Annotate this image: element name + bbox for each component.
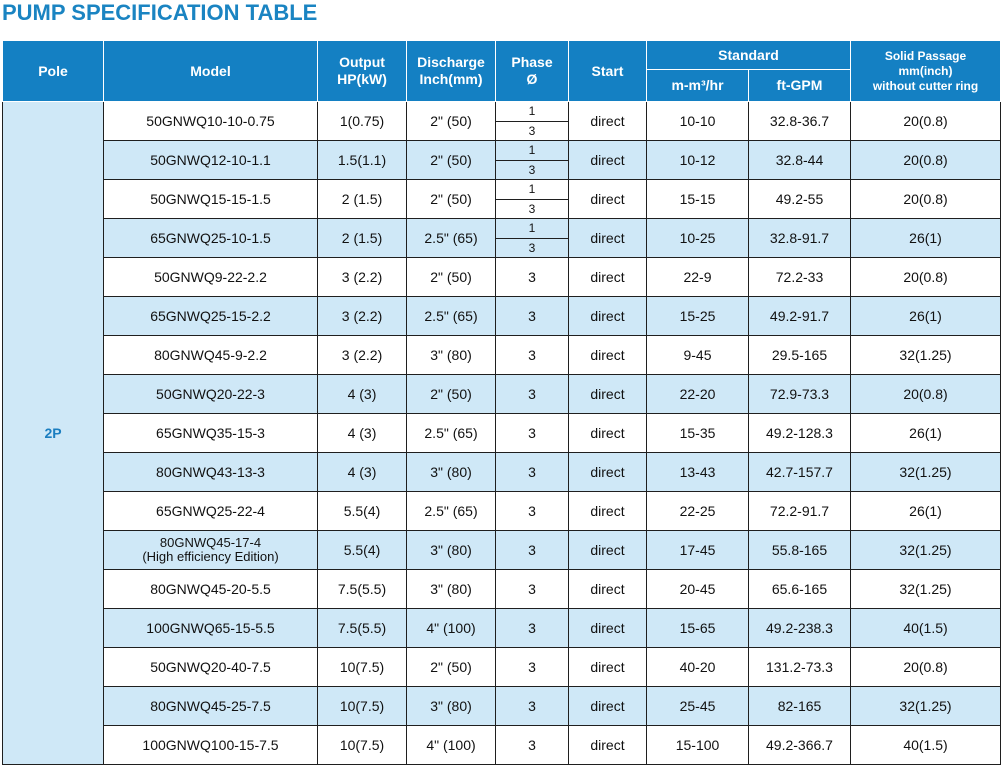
model-cell: 80GNWQ45-20-5.5 <box>104 570 318 609</box>
start-cell: direct <box>569 492 647 531</box>
header-phase-line1: Phase <box>511 54 553 70</box>
phase-cell <box>496 219 569 258</box>
header-solid-line1: Solid Passage <box>884 48 967 63</box>
discharge-cell: 3" (80) <box>407 336 496 375</box>
discharge-cell: 2.5" (65) <box>407 414 496 453</box>
model-cell: 100GNWQ65-15-5.5 <box>104 609 318 648</box>
start-cell: direct <box>569 336 647 375</box>
header-output <box>318 41 407 102</box>
solid-passage-cell: 32(1.25) <box>851 531 1001 570</box>
header-phase-line2: Ø <box>526 71 538 87</box>
flow-m-cell: 10-25 <box>647 219 749 258</box>
output-cell: 2 (1.5) <box>318 219 407 258</box>
output-cell: 5.5(4) <box>318 492 407 531</box>
phase-cell: 3 <box>496 414 569 453</box>
solid-passage-cell: 32(1.25) <box>851 570 1001 609</box>
output-cell: 3 (2.2) <box>318 336 407 375</box>
start-cell: direct <box>569 258 647 297</box>
output-cell: 4 (3) <box>318 414 407 453</box>
page-title: PUMP SPECIFICATION TABLE <box>2 0 318 25</box>
flow-m-cell: 20-45 <box>647 570 749 609</box>
output-cell: 4 (3) <box>318 453 407 492</box>
solid-passage-cell: 26(1) <box>851 414 1001 453</box>
table-row <box>3 531 1001 570</box>
phase-value: 1 <box>496 180 568 200</box>
start-cell: direct <box>569 609 647 648</box>
solid-passage-cell: 32(1.25) <box>851 336 1001 375</box>
model-cell: 80GNWQ45-9-2.2 <box>104 336 318 375</box>
model-name: 80GNWQ45-17-4 <box>159 535 262 550</box>
output-cell: 3 (2.2) <box>318 258 407 297</box>
phase-cell <box>496 141 569 180</box>
header-model: Model <box>104 41 318 102</box>
table-row <box>3 414 1001 453</box>
solid-passage-cell: 32(1.25) <box>851 453 1001 492</box>
phase-cell: 3 <box>496 648 569 687</box>
table-row <box>3 219 1001 258</box>
model-note: (High efficiency Edition) <box>142 549 279 564</box>
flow-ft-cell: 49.2-366.7 <box>749 726 851 765</box>
flow-ft-cell: 32.8-36.7 <box>749 102 851 141</box>
start-cell: direct <box>569 570 647 609</box>
flow-ft-cell: 49.2-128.3 <box>749 414 851 453</box>
header-m-m3-hr: m-m³/hr <box>647 70 749 102</box>
flow-ft-cell: 72.2-91.7 <box>749 492 851 531</box>
discharge-cell: 4" (100) <box>407 726 496 765</box>
phase-cell: 3 <box>496 336 569 375</box>
phase-cell: 3 <box>496 531 569 570</box>
flow-ft-cell: 82-165 <box>749 687 851 726</box>
output-cell: 10(7.5) <box>318 687 407 726</box>
solid-passage-cell: 20(0.8) <box>851 648 1001 687</box>
pump-spec-table <box>2 40 1001 765</box>
model-cell: 65GNWQ35-15-3 <box>104 414 318 453</box>
solid-passage-cell: 26(1) <box>851 297 1001 336</box>
table-row <box>3 453 1001 492</box>
discharge-cell: 3" (80) <box>407 453 496 492</box>
flow-m-cell: 22-20 <box>647 375 749 414</box>
phase-value: 3 <box>528 240 536 255</box>
model-cell: 50GNWQ20-22-3 <box>104 375 318 414</box>
discharge-cell: 2" (50) <box>407 258 496 297</box>
start-cell: direct <box>569 531 647 570</box>
output-cell: 1.5(1.1) <box>318 141 407 180</box>
discharge-cell: 3" (80) <box>407 687 496 726</box>
phase-cell: 3 <box>496 609 569 648</box>
phase-cell: 3 <box>496 453 569 492</box>
phase-value: 1 <box>496 102 568 122</box>
table-row <box>3 687 1001 726</box>
table-row <box>3 141 1001 180</box>
phase-cell: 3 <box>496 687 569 726</box>
header-standard: Standard <box>647 41 851 70</box>
table-row <box>3 180 1001 219</box>
model-cell: 50GNWQ20-40-7.5 <box>104 648 318 687</box>
model-cell: 50GNWQ9-22-2.2 <box>104 258 318 297</box>
flow-m-cell: 15-35 <box>647 414 749 453</box>
flow-ft-cell: 72.2-33 <box>749 258 851 297</box>
header-phase <box>496 41 569 102</box>
table-row <box>3 570 1001 609</box>
model-cell: 65GNWQ25-22-4 <box>104 492 318 531</box>
flow-m-cell: 15-100 <box>647 726 749 765</box>
phase-value: 1 <box>496 141 568 161</box>
flow-ft-cell: 65.6-165 <box>749 570 851 609</box>
phase-cell: 3 <box>496 375 569 414</box>
model-cell: 80GNWQ43-13-3 <box>104 453 318 492</box>
flow-ft-cell: 49.2-91.7 <box>749 297 851 336</box>
table-row <box>3 648 1001 687</box>
flow-m-cell: 25-45 <box>647 687 749 726</box>
model-cell: 100GNWQ100-15-7.5 <box>104 726 318 765</box>
solid-passage-cell: 40(1.5) <box>851 609 1001 648</box>
flow-ft-cell: 29.5-165 <box>749 336 851 375</box>
discharge-cell: 2" (50) <box>407 180 496 219</box>
discharge-cell: 2" (50) <box>407 375 496 414</box>
model-cell: 50GNWQ10-10-0.75 <box>104 102 318 141</box>
flow-ft-cell: 32.8-44 <box>749 141 851 180</box>
solid-passage-cell: 26(1) <box>851 492 1001 531</box>
spec-table-body <box>3 102 1001 765</box>
start-cell: direct <box>569 297 647 336</box>
flow-ft-cell: 72.9-73.3 <box>749 375 851 414</box>
table-row <box>3 609 1001 648</box>
start-cell: direct <box>569 414 647 453</box>
flow-m-cell: 10-10 <box>647 102 749 141</box>
flow-m-cell: 40-20 <box>647 648 749 687</box>
start-cell: direct <box>569 219 647 258</box>
flow-m-cell: 15-25 <box>647 297 749 336</box>
start-cell: direct <box>569 180 647 219</box>
solid-passage-cell: 32(1.25) <box>851 687 1001 726</box>
discharge-cell: 2.5" (65) <box>407 219 496 258</box>
header-ft-gpm: ft-GPM <box>749 70 851 102</box>
discharge-cell: 2" (50) <box>407 102 496 141</box>
pole-cell: 2P <box>3 102 104 765</box>
flow-ft-cell: 49.2-55 <box>749 180 851 219</box>
table-row <box>3 375 1001 414</box>
output-cell: 10(7.5) <box>318 648 407 687</box>
phase-cell <box>496 102 569 141</box>
flow-ft-cell: 131.2-73.3 <box>749 648 851 687</box>
header-discharge <box>407 41 496 102</box>
phase-value: 1 <box>496 219 568 239</box>
header-discharge-line1: Discharge <box>417 54 485 70</box>
flow-m-cell: 17-45 <box>647 531 749 570</box>
output-cell: 7.5(5.5) <box>318 609 407 648</box>
discharge-cell: 2.5" (65) <box>407 297 496 336</box>
start-cell: direct <box>569 648 647 687</box>
solid-passage-cell: 20(0.8) <box>851 375 1001 414</box>
table-row <box>3 258 1001 297</box>
output-cell: 10(7.5) <box>318 726 407 765</box>
phase-cell <box>496 180 569 219</box>
output-cell: 1(0.75) <box>318 102 407 141</box>
flow-m-cell: 15-15 <box>647 180 749 219</box>
discharge-cell: 2" (50) <box>407 141 496 180</box>
model-cell <box>104 531 318 570</box>
flow-ft-cell: 55.8-165 <box>749 531 851 570</box>
model-cell: 50GNWQ12-10-1.1 <box>104 141 318 180</box>
header-solid-line3: without cutter ring <box>872 78 979 93</box>
header-solid-line2: mm(inch) <box>898 63 953 78</box>
phase-value: 3 <box>528 201 536 216</box>
table-row <box>3 336 1001 375</box>
header-solid-passage <box>851 41 1001 102</box>
flow-m-cell: 10-12 <box>647 141 749 180</box>
start-cell: direct <box>569 141 647 180</box>
discharge-cell: 2" (50) <box>407 648 496 687</box>
solid-passage-cell: 26(1) <box>851 219 1001 258</box>
solid-passage-cell: 20(0.8) <box>851 258 1001 297</box>
model-cell: 80GNWQ45-25-7.5 <box>104 687 318 726</box>
table-row <box>3 102 1001 141</box>
solid-passage-cell: 20(0.8) <box>851 180 1001 219</box>
flow-m-cell: 13-43 <box>647 453 749 492</box>
output-cell: 7.5(5.5) <box>318 570 407 609</box>
flow-ft-cell: 49.2-238.3 <box>749 609 851 648</box>
flow-m-cell: 22-9 <box>647 258 749 297</box>
solid-passage-cell: 20(0.8) <box>851 141 1001 180</box>
model-cell: 65GNWQ25-10-1.5 <box>104 219 318 258</box>
solid-passage-cell: 40(1.5) <box>851 726 1001 765</box>
start-cell: direct <box>569 687 647 726</box>
table-row <box>3 726 1001 765</box>
phase-cell: 3 <box>496 492 569 531</box>
flow-m-cell: 22-25 <box>647 492 749 531</box>
header-start: Start <box>569 41 647 102</box>
start-cell: direct <box>569 453 647 492</box>
output-cell: 2 (1.5) <box>318 180 407 219</box>
table-row <box>3 492 1001 531</box>
phase-cell: 3 <box>496 570 569 609</box>
output-cell: 4 (3) <box>318 375 407 414</box>
header-output-line2: HP(kW) <box>337 71 387 87</box>
solid-passage-cell: 20(0.8) <box>851 102 1001 141</box>
phase-cell: 3 <box>496 297 569 336</box>
flow-ft-cell: 42.7-157.7 <box>749 453 851 492</box>
flow-ft-cell: 32.8-91.7 <box>749 219 851 258</box>
header-discharge-line2: Inch(mm) <box>419 71 483 87</box>
phase-value: 3 <box>528 162 536 177</box>
discharge-cell: 3" (80) <box>407 531 496 570</box>
flow-m-cell: 15-65 <box>647 609 749 648</box>
start-cell: direct <box>569 375 647 414</box>
flow-m-cell: 9-45 <box>647 336 749 375</box>
start-cell: direct <box>569 726 647 765</box>
phase-cell: 3 <box>496 258 569 297</box>
output-cell: 3 (2.2) <box>318 297 407 336</box>
discharge-cell: 3" (80) <box>407 570 496 609</box>
header-output-line1: Output <box>339 54 385 70</box>
model-cell: 65GNWQ25-15-2.2 <box>104 297 318 336</box>
phase-value: 3 <box>528 123 536 138</box>
output-cell: 5.5(4) <box>318 531 407 570</box>
model-cell: 50GNWQ15-15-1.5 <box>104 180 318 219</box>
table-row <box>3 297 1001 336</box>
header-pole: Pole <box>3 41 104 102</box>
phase-cell: 3 <box>496 726 569 765</box>
start-cell: direct <box>569 102 647 141</box>
discharge-cell: 2.5" (65) <box>407 492 496 531</box>
discharge-cell: 4" (100) <box>407 609 496 648</box>
